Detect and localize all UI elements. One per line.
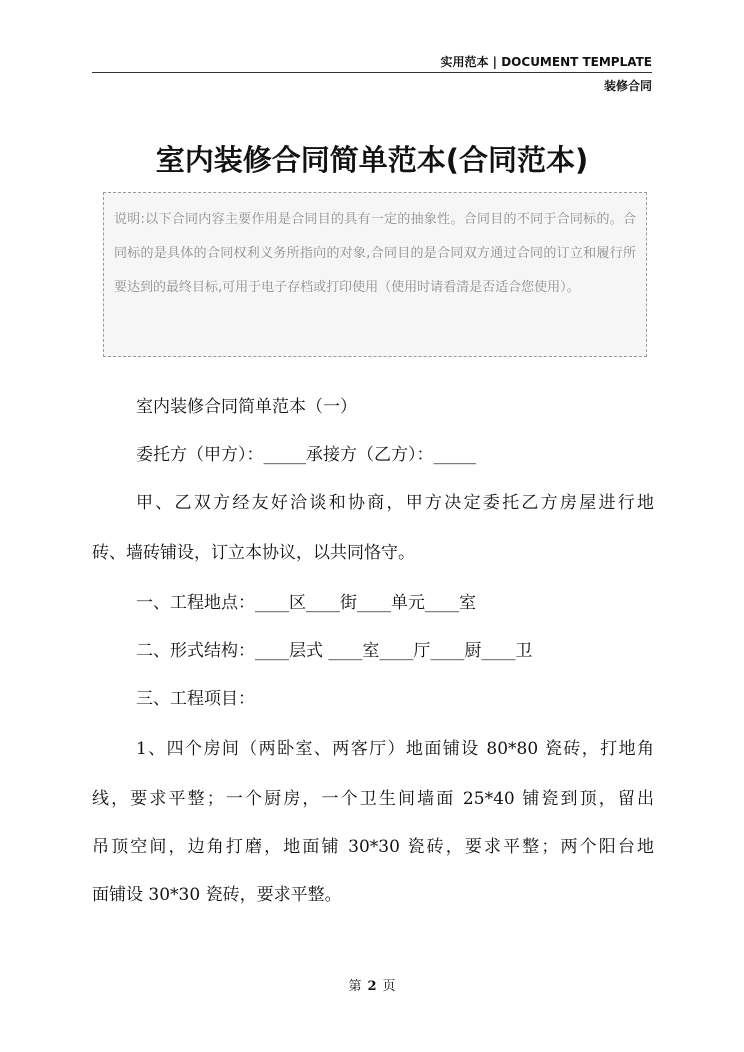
footer-suffix: 页 <box>382 979 396 994</box>
clause-structure: 二、形式结构：____层式 ____室____厅____厨____卫 <box>136 641 533 661</box>
clause-items-heading: 三、工程项目： <box>136 689 255 709</box>
section-heading: 室内装修合同简单范本（一） <box>136 397 357 417</box>
footer-prefix: 第 <box>348 979 362 994</box>
paragraph-line: 线，要求平整；一个厨房，一个卫生间墙面 25*40 铺瓷到顶，留出 <box>92 789 654 809</box>
header-template-label: 实用范本 | DOCUMENT TEMPLATE <box>440 55 652 69</box>
clause-location: 一、工程地点：____区____街____单元____室 <box>136 593 476 613</box>
header-category-label: 装修合同 <box>603 79 652 93</box>
page-title: 室内装修合同简单范本(合同范本) <box>155 143 589 177</box>
parties-line: 委托方（甲方）：_____承接方（乙方）：_____ <box>136 445 476 465</box>
paragraph-line: 甲、乙双方经友好洽谈和协商，甲方决定委托乙方房屋进行地 <box>136 493 654 513</box>
paragraph-line: 1、四个房间（两卧室、两客厅）地面铺设 80*80 瓷砖，打地角 <box>136 739 654 759</box>
paragraph-line: 面铺设 30*30 瓷砖，要求平整。 <box>92 885 342 905</box>
notice-box <box>103 192 647 357</box>
paragraph-line: 砖、墙砖铺设，订立本协议，以共同恪守。 <box>92 543 415 563</box>
page-number: 2 <box>367 979 377 994</box>
header-divider <box>92 72 652 73</box>
page-footer <box>0 975 744 994</box>
notice-text: 说明:以下合同内容主要作用是合同目的具有一定的抽象性。合同目的不同于合同标的。合同标的是具体的合同权利义务所指向的对象,合同目的是合同双方通过合同的订立和履行所要达到的最终目标,可用于电子存档或打印使用（使用时请看清是否适合您使用）。 <box>114 212 636 295</box>
paragraph-line: 吊顶空间，边角打磨，地面铺 30*30 瓷砖，要求平整；两个阳台地 <box>92 837 654 857</box>
